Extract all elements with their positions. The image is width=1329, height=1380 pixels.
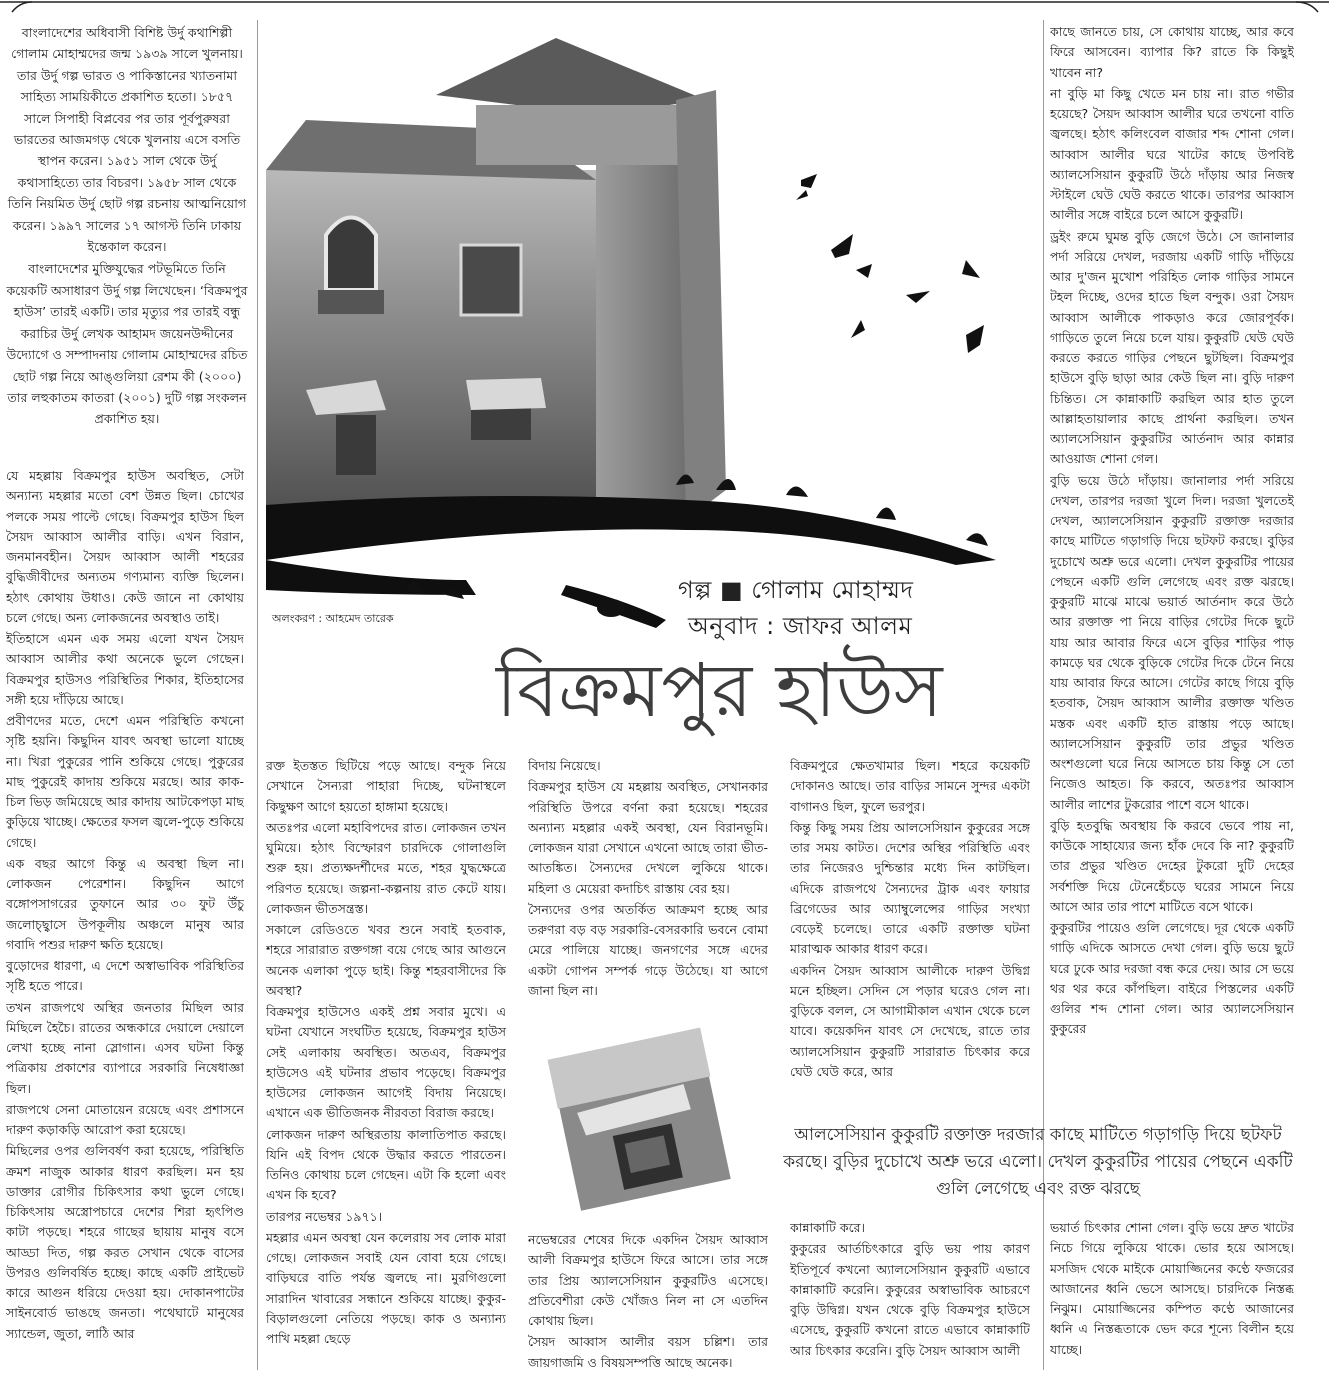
window-photo	[540, 1020, 740, 1220]
pull-quote: আলসেসিয়ান কুকুরটি রক্তাক্ত দরজার কাছে মাটিতে গড়াগড়ি দিয়ে ছটফট করছে। বুড়ির দুচোখে অশ্রু ভরে এলো। দেখল কুকুরটির পায়ের পেছনে একটি গুলি লেগেছে এবং রক্ত ঝরছে	[783, 1125, 1293, 1200]
top-border	[0, 0, 1329, 20]
paragraph: বিক্রমপুর হাউস যে মহল্লায় অবস্থিত, সেখানকার পরিস্থিতি উপরে বর্ণনা করা হয়েছে। শহরের অন্যান্য মহল্লার একই অবস্থা, যেন বিরানভূমি। লোকজন যারা সেখানে এখনো আছে তারা ভীত-আতঙ্কিত। সৈন্যদের দেখলে লুকিয়ে থাকে। মহিলা ও মেয়েরা কদাচিৎ রাস্তায় বের হয়।	[528, 779, 768, 896]
paragraph: তারপর নভেম্বর ১৯৭১।	[266, 1208, 383, 1224]
paragraph: ভয়ার্ত চিৎকার শোনা গেল। বুড়ি ভয়ে দ্রুত খাটের নিচে গিয়ে লুকিয়ে থাকে। ভোর হয়ে আসছে। মসজিদ থেকে মাইকে মোয়াজ্জিনের কণ্ঠে ফজরের আজানের ধ্বনি ভেসে আসছে। চারদিকে নিস্তব্ধ নিঝুম। মোয়াজ্জিনের কম্পিত কণ্ঠে আজানের ধ্বনি এ নিস্তব্ধতাকে ভেদ করে শূন্যে বিলীন হয়ে যাচ্ছে।	[1050, 1220, 1294, 1357]
paragraph: কুকুরের আর্তচিৎকারে বুড়ি ভয় পায় কারণ ইতিপূর্বে কখনো অ্যালসেসিয়ান কুকুরটি এভাবে কান্নাকাটি করেনি। কুকুরের অস্বাভাবিক আচরণে বুড়ি উদ্বিগ্ন। যখন থেকে বুড়ি বিক্রমপুর হাউসে এসেছে, কুকুরটি কখনো রাতে এভাবে কান্নাকাটি আর চিৎকার করেনি। বুড়ি সৈয়দ আব্বাস আলী	[790, 1241, 1030, 1358]
story-column-5	[1050, 22, 1294, 1102]
paragraph: সৈন্যদের ওপর অতর্কিত আক্রমণ হচ্ছে আর তরুণরা বড় বড় সরকারি-বেসরকারি ভবনে বোমা মেরে পালিয়ে যাচ্ছে। জনগণের সঙ্গে এদের একটা গোপন সম্পর্ক গড়ে উঠেছে। যা আগে জানা ছিল না।	[528, 901, 768, 998]
story-column-4-top	[790, 756, 1030, 1102]
story-column-1	[6, 466, 244, 1374]
story-column-3-bottom	[528, 1230, 768, 1375]
paragraph: নভেম্বরের শেষের দিকে একদিন সৈয়দ আব্বাস আলী বিক্রমপুর হাউসে ফিরে আসে। তার সঙ্গে তার প্রিয় অ্যালসেসিয়ান কুকুরটিও এসেছে। প্রতিবেশীরা কেউ খোঁজও নিল না সে এতদিন কোথায় ছিল।	[528, 1232, 768, 1328]
paragraph: বুড়ি হতবুদ্ধি অবস্থায় কি করবে ভেবে পায় না, কাউকে সাহায্যের জন্য হাঁক দেবে কি না? কুকুরটি তার প্রভুর খণ্ডিত দেহের টুকরো দুটি দেহের সর্বশক্তি দিয়ে টেনেহেঁচড়ে ঘরের সামনে নিয়ে আসে আর তার পাশে মাটিতে বসে থাকে।	[1050, 817, 1294, 914]
paragraph: ইতিহাসে এমন এক সময় এলো যখন সৈয়দ আব্বাস আলীর কথা অনেকে ভুলে গেছেন। বিক্রমপুর হাউসও পরিস্থিতির শিকার, ইতিহাসের সঙ্গী হয়ে দাঁড়িয়ে আছে।	[6, 631, 244, 707]
paragraph: মহল্লার এমন অবস্থা যেন কলেরায় সব লোক মারা গেছে। লোকজন সবাই যেন বোবা হয়ে গেছে। বাড়িঘরে বাতি পর্যন্ত জ্বলছে না। মুরগিগুলো সারাদিন খাবারের সন্ধানে শুকিয়ে যাচ্ছে। কুকুর-বিড়ালগুলো নেতিয়ে পড়ছে। কাক ও অন্যান্য পাখি মহল্লা ছেড়ে	[266, 1229, 506, 1346]
paragraph: কাছে জানতে চায়, সে কোথায় যাচ্ছে, আর কবে ফিরে আসবেন। ব্যাপার কি? রাতে কি কিছুই খাবেন না?	[1050, 24, 1294, 80]
illustration-credit: অলংকরণ : আহমেদ তারেক	[272, 612, 394, 625]
paragraph: বুড়োদের ধারণা, এ দেশে অস্বাভাবিক পরিস্থিতির সৃষ্টি হতে পারে।	[6, 958, 244, 994]
story-column-2	[266, 756, 506, 1374]
paragraph: একদিন সৈয়দ আব্বাস আলীকে দারুণ উদ্বিগ্ন মনে হচ্ছিল। সেদিন সে পড়ার ঘরেও গেল না। বুড়িকে বলল, সে আগামীকাল এখান থেকে চলে যাবে। কয়েকদিন যাবৎ সে দেখেছে, রাতে তার অ্যালসেসিয়ান কুকুরটি সারারাত চিৎকার করে ঘেউ ঘেউ করে, আর	[790, 962, 1030, 1079]
paragraph: বুড়ি ভয়ে উঠে দাঁড়ায়। জানালার পর্দা সরিয়ে দেখল, তারপর দরজা খুলে দিল। দরজা খুলতেই দেখল, অ্যালসেসিয়ান কুকুরটি রক্তাক্ত দরজার কাছে মাটিতে গড়াগড়ি দিয়ে ছটফট করছে। বুড়ির দুচোখে অশ্রু ভরে এলো। দেখল কুকুরটির পায়ের পেছনে একটি গুলি লেগেছে এবং রক্ত ঝরছে। কুকুরটি মাঝে মাঝে ভয়ার্ত আর্তনাদ করে উঠে আর রক্তাক্ত পা নিয়ে বাড়ির গেটের দিকে ছুটে যায় আর আবার ফিরে এসে বুড়ির শাড়ির পাড় কামড়ে ঘর থেকে বুড়িকে গেটের দিকে টেনে নিয়ে যায় আবার ফিরে আসে। গেটের কাছে গিয়ে বুড়ি হতবাক, সৈয়দ আব্বাস আলীর রক্তাক্ত খণ্ডিত মস্তক এবং একটি হাত রাস্তায় পড়ে আছে। অ্যালসেসিয়ান কুকুরটি তার প্রভুর খণ্ডিত অংশগুলো ঘরে নিয়ে আসতে চায় কিন্তু সে তো নিজেও আহত। কি করবে, অতঃপর আব্বাস আলীর লাশের টুকরোর পাশে বসে থাকে।	[1050, 472, 1294, 812]
paragraph: অতঃপর এলো মহাবিপদের রাত। লোকজন তখন ঘুমিয়ে। হঠাৎ বিস্ফোরণ চারদিকে গোলাগুলি শুরু হয়। প্রত্যক্ষদর্শীদের মতে, শহর যুদ্ধক্ষেত্রে পরিণত হয়েছে। জল্পনা-কল্পনায় রাত কেটে যায়। লোকজন ভীতসন্ত্রস্ত।	[266, 819, 506, 916]
paragraph: সৈয়দ আব্বাস আলীর বয়স চল্লিশ। তার জায়গাজমি ও বিষয়সম্পত্তি আছে অনেক।	[528, 1334, 768, 1370]
paragraph: তখন রাজপথে অস্থির জনতার মিছিল আর মিছিলে হৈচৈ। রাতের অন্ধকারে দেয়ালে দেয়ালে লেখা হচ্ছে নানা স্লোগান। এসব ঘটনা কিন্তু পত্রিকায় প্রকাশের ব্যাপারে সরকারি নিষেধাজ্ঞা ছিল।	[6, 999, 244, 1096]
story-illustration	[266, 20, 1036, 650]
byline: গল্প ■ গোলাম মোহাম্মদ	[678, 576, 914, 604]
story-column-5-bottom	[1050, 1218, 1294, 1374]
paragraph: কিন্তু কিছু সময় প্রিয় আলসেসিয়ান কুকুরের সঙ্গে তার সময় কাটত। দেশের অস্থির পরিস্থিতি এবং তার নিজেরও দুশ্চিন্তার মধ্যে দিন কাটছিল। এদিকে রাজপথে সৈন্যদের ট্রাক এবং ফায়ার ব্রিগেডের আর অ্যাম্বুলেন্সের গাড়ির সংখ্যা বেড়েই চলেছে। তারে একটি রক্তাক্ত ঘটনা মারাত্মক আকার ধারণ করে।	[790, 819, 1030, 957]
paragraph: বিক্রমপুর হাউসেও একই প্রশ্ন সবার মুখে। এ ঘটনা যেখানে সংঘটিত হয়েছে, বিক্রমপুর হাউস সেই এলাকায় অবস্থিত। অতএব, বিক্রমপুর হাউসেও এই ঘটনার প্রভাব পড়েছে। বিক্রমপুর হাউসের লোকজন আগেই বিদায় নিয়েছে। এখানে এক ভীতিজনক নীরবতা বিরাজ করছে।	[266, 1004, 506, 1121]
author-intro-paragraph: বাংলাদেশের মুক্তিযুদ্ধের পটভূমিতে তিনি কয়েকটি অসাধারণ উর্দু গল্প লিখেছেন। ‘বিক্রমপুর হাউস’ তারই একটি। তার মৃত্যুর পর তারই বন্ধু করাচির উর্দু লেখক আহামদ জয়েনউদ্দীনের উদ্যোগে ও সম্পাদনায় গোলাম মোহাম্মদের রচিত ছোট গল্প নিয়ে আঙ্গুলিয়া রেশম কী (২০০০) তার লহুকাতম কাতরা (২০০১) দুটি গল্প সংকলন প্রকাশিত হয়।	[6, 261, 248, 427]
story-column-3-top	[528, 756, 768, 1006]
story-title: বিক্রমপুর হাউস	[496, 648, 943, 734]
paragraph: প্রবীণদের মতে, দেশে এমন পরিস্থিতি কখনো সৃষ্টি হয়নি। কিছুদিন যাবৎ অবস্থা ভালো যাচ্ছে না। খিরা পুকুরের পানি শুকিয়ে গেছে। পুকুরের মাছ পুকুরেই কাদায় শুকিয়ে মরছে। আর কাক-চিল ভিড় জমিয়েছে আর কাদায় আটকেপড়া মাছ কুড়িয়ে খাচ্ছে। ক্ষেতের ফসল জ্বলে-পুড়ে শুকিয়ে গেছে।	[6, 713, 244, 850]
paragraph: এক বছর আগে কিন্তু এ অবস্থা ছিল না। লোকজন পেরেশান। কিছুদিন আগে বঙ্গোপসাগরের তুফানে আর ৩০ ফুট উঁচু জলোচ্ছ্বাসে উপকূলীয় অঞ্চলে মানুষ আর গবাদি পশুর দারুণ ক্ষতি হয়েছে।	[6, 855, 244, 952]
paragraph: বিদায় নিয়েছে।	[528, 758, 601, 773]
paragraph: লোকজন দারুণ অস্থিরতায় কালাতিপাত করছে। যিনি এই বিপদ থেকে উদ্ধার করতে পারতেন। তিনিও কোথায় চলে গেছেন। এটা কি হলো এবং এখন কি হবে?	[266, 1126, 506, 1203]
paragraph: ড্রইং রুমে ঘুমন্ত বুড়ি জেগে উঠে। সে জানালার পর্দা সরিয়ে দেখল, দরজায় একটি গাড়ি দাঁড়িয়ে আর দু'জন মুখোশ পরিহিত লোক গাড়ির সামনে টহল দিচ্ছে, ওদের হাতে ছিল বন্দুক। ওরা সৈয়দ আব্বাস আলীকে পাকড়াও করে জোরপূর্বক। গাড়িতে তুলে নিয়ে চলে যায়। কুকুরটি ঘেউ ঘেউ করতে করতে গাড়ির পেছনে ছুটছিল। বিক্রমপুর হাউসে বুড়ি ছাড়া আর কেউ ছিল না। বুড়ি দারুণ চিন্তিত। সে কান্নাকাটি করছিল আর হাত তুলে আল্লাহতায়ালার কাছে প্রার্থনা করছিল। তখন অ্যালসেসিয়ান কুকুরটির আর্তনাদ আর কান্নার আওয়াজ শোনা গেল।	[1050, 228, 1294, 467]
paragraph: রাজপথে সেনা মোতায়েন রয়েছে এবং প্রশাসনে দারুণ কড়াকড়ি আরোপ করা হয়েছে।	[6, 1101, 244, 1137]
paragraph: রক্ত ইতস্তত ছিটিয়ে পড়ে আছে। বন্দুক নিয়ে সেখানে সৈন্যরা পাহারা দিচ্ছে, ঘটনাস্থলে কিছুক্ষণ আগে হয়তো হাঙ্গামা হয়েছে।	[266, 758, 506, 814]
story-column-4-bottom	[790, 1218, 1030, 1374]
paragraph: যে মহল্লায় বিক্রমপুর হাউস অবস্থিত, সেটা অন্যান্য মহল্লার মতো বেশ উন্নত ছিল। চোখের পলকে সময় পাল্টে গেছে। বিক্রমপুর হাউস ছিল সৈয়দ আব্বাস আলীর বাড়ি। এখন বিরান, জনমানবহীন। সৈয়দ আব্বাস আলী শহরের বুদ্ধিজীবীদের অন্যতম গণ্যমান্য ব্যক্তি ছিলেন। হঠাৎ কোথায় উধাও। কেউ জানে না কোথায় চলে গেছে। অন্য লোকজনের অবস্থাও তাই।	[6, 468, 244, 625]
author-intro-paragraph: বাংলাদেশের অধিবাসী বিশিষ্ট উর্দু কথাশিল্পী গোলাম মোহাম্মদের জন্ম ১৯৩৯ সালে খুলনায়। তার উর্দু গল্প ভারত ও পাকিস্তানের খ্যাতনামা সাহিত্য সাময়িকীতে প্রকাশিত হতো। ১৮৫৭ সালে সিপাহী বিপ্লবের পর তার পূর্বপুরুষরা ভারতের আজমগড় থেকে খুলনায় এসে বসতি স্থাপন করেন। ১৯৫১ সাল থেকে উর্দু কথাসাহিত্যে তার বিচরণ। ১৯৫৮ সাল থেকে তিনি নিয়মিত উর্দু ছোট গল্প রচনায় আত্মনিয়োগ করেন। ১৯৯৭ সালের ১৭ আগস্ট তিনি ঢাকায় ইন্তেকাল করেন।	[7, 25, 247, 255]
author-intro	[6, 22, 248, 452]
paragraph: বিক্রমপুরে ক্ষেতখামার ছিল। শহরে কয়েকটি দোকানও আছে। তার বাড়ির সামনে সুন্দর একটা বাগানও ছিল, ফুলে ভরপুর।	[790, 758, 1030, 814]
paragraph: মিছিলের ওপর গুলিবর্ষণ করা হয়েছে, পরিস্থিতি ক্রমশ নাজুক আকার ধারণ করছিল। মন হয় ডাক্তার রোগীর চিকিৎসার কথা ভুলে গেছে। চিকিৎসায় অস্ত্রোপচারে দেশের শিরা হৃৎপিণ্ড কাটা পড়ছে। শহরে গাছের ছায়ায় মানুষ বসে আড্ডা দিত, গল্প করত সেখান থেকে বাসের উপরও গুলিবর্ষিত হচ্ছে। কাছে একটি প্রাইভেট কারে আগুন ধরিয়ে দেওয়া হয়। দোকানপাটের সাইনবোর্ড ভাঙছে জনতা। পথেঘাটে মানুষের স্যান্ডেল, জুতা, লাঠি আর	[6, 1143, 244, 1341]
paragraph: সকালে রেডিওতে খবর শুনে সবাই হতবাক, শহরে সারারাত রক্তগঙ্গা বয়ে গেছে আর আগুনে অনেক এলাকা পুড়ে ছাই। কিন্তু শহরবাসীদের কি অবস্থা?	[266, 922, 506, 998]
paragraph: কুকুরটির পায়েও গুলি লেগেছে। দূর থেকে একটি গাড়ি এদিকে আসতে দেখা গেল। বুড়ি ভয়ে ছুটে ঘরে ঢুকে আর দরজা বন্ধ করে দেয়। আর সে ভয়ে থর থর করে কাঁপছিল। বাইরে পিস্তলের একটি গুলির শব্দ শোনা গেল। আর অ্যালসেসিয়ান কুকুরের	[1050, 920, 1294, 1037]
paragraph: না বুড়ি মা কিছু খেতে মন চায় না। রাত গভীর হয়েছে? সৈয়দ আব্বাস আলীর ঘরে তখনো বাতি জ্বলছে। হঠাৎ কলিংবেল বাজার শব্দ শোনা গেল। আব্বাস আলীর ঘরে খাটের কাছে উপবিষ্ট অ্যালসেসিয়ান কুকুরটি উঠে দাঁড়ায় আর নিজস্ব স্টাইলে ঘেউ ঘেউ করতে থাকে। তারপর আব্বাস আলীর সঙ্গে বাইরে চলে আসে কুকুরটি।	[1050, 85, 1294, 223]
paragraph: কান্নাকাটি করে।	[790, 1220, 865, 1235]
translator: অনুবাদ : জাফর আলম	[688, 612, 913, 640]
column-rule	[257, 20, 258, 1370]
